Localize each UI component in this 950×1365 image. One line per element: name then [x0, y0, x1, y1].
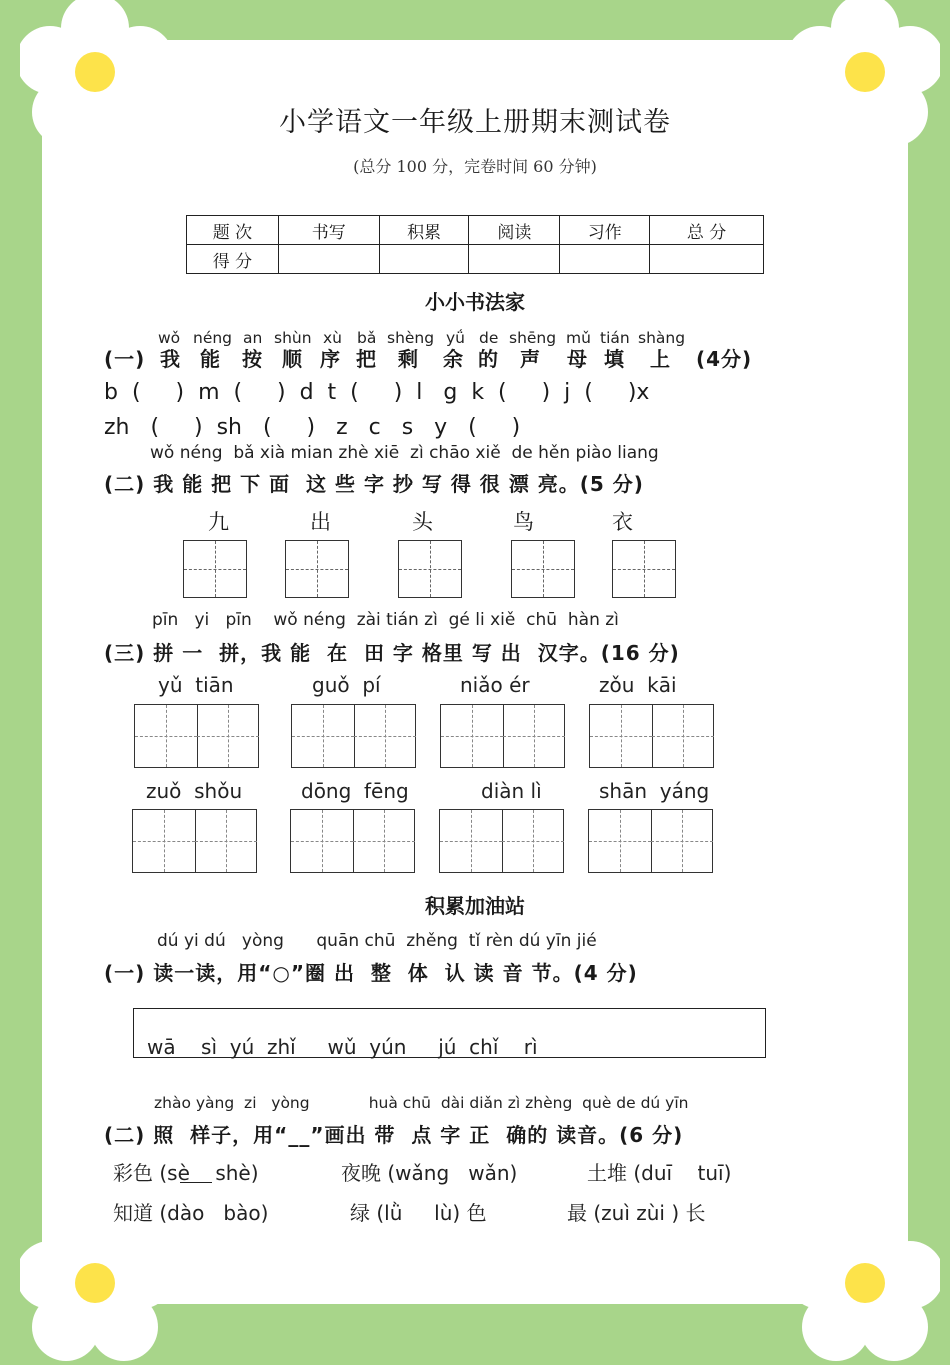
pinyin-line: pīn yi pīn wǒ néng zài tián zì gé li xiě chū hàn zì	[152, 610, 619, 630]
score-input-cell[interactable]	[379, 245, 469, 274]
reading-choice[interactable]: 绿 (lǜ lù) 色	[350, 1201, 487, 1225]
pinyin: bǎ	[357, 329, 377, 347]
pinyin-word: zǒu kāi	[599, 673, 677, 697]
model-char: 衣	[612, 510, 633, 534]
pinyin: shēng	[509, 329, 557, 347]
hanzi: 序	[320, 347, 341, 371]
reading-choice[interactable]: 最 (zuì zùi ) 长	[567, 1201, 706, 1225]
pinyin: de	[479, 329, 499, 347]
hanzi: 声	[520, 347, 541, 371]
hanzi: 按	[242, 347, 263, 371]
pinyin: mǔ	[566, 329, 591, 347]
answer-underline	[180, 1182, 212, 1183]
writing-grid-pair[interactable]	[134, 704, 259, 768]
table-row	[187, 216, 764, 245]
table-cell: 得 分	[187, 245, 279, 274]
writing-grid[interactable]	[183, 540, 247, 598]
pinyin: wǒ	[158, 329, 181, 347]
pinyin: shàng	[638, 329, 686, 347]
score-input-cell[interactable]	[469, 245, 560, 274]
hanzi: 剩	[398, 347, 419, 371]
pinyin-word: zuǒ shǒu	[146, 779, 243, 803]
model-char: 出	[310, 510, 331, 534]
question-3: (三) 拼 一 拼，我 能 在 田 字 格里 写 出 汉字。(16 分)	[104, 641, 680, 665]
pinyin: néng	[193, 329, 233, 347]
question-s2-2: (二) 照 样子，用“__”画出 带 点 字 正 确的 读音。(6 分)	[104, 1123, 684, 1147]
pinyin: tián	[600, 329, 630, 347]
pinyin: an	[243, 329, 263, 347]
hanzi: 余	[443, 347, 464, 371]
reading-choice[interactable]: 夜晚 (wǎng wǎn)	[341, 1161, 518, 1185]
pinyin: xù	[323, 329, 342, 347]
pinyin-word: guǒ pí	[312, 673, 381, 697]
section-title-accumulation: 积累加油站	[425, 894, 525, 918]
model-char: 鸟	[513, 510, 534, 534]
table-cell: 题 次	[187, 216, 279, 245]
flower-bottom-left-icon	[20, 1215, 170, 1365]
hanzi: 能	[200, 347, 221, 371]
hanzi: 上	[650, 347, 671, 371]
table-cell: 书写	[278, 216, 379, 245]
question-s2-1: (一) 读一读，用“○”圈 出 整 体 认 读 音 节。(4 分)	[104, 961, 638, 985]
writing-grid[interactable]	[398, 540, 462, 598]
writing-grid[interactable]	[285, 540, 349, 598]
score-note: (4分)	[696, 347, 753, 371]
score-table	[186, 215, 764, 274]
writing-grid[interactable]	[612, 540, 676, 598]
question-2: (二) 我 能 把 下 面 这 些 字 抄 写 得 很 漂 亮。(5 分)	[104, 472, 644, 496]
pinyin-line: wǒ néng bǎ xià mian zhè xiē zì chāo xiě de hěn piào liang	[150, 443, 659, 463]
pinyin: shèng	[387, 329, 435, 347]
score-input-cell[interactable]	[278, 245, 379, 274]
pinyin-word: diàn lì	[481, 779, 542, 803]
hanzi: 的	[478, 347, 499, 371]
hanzi: 把	[356, 347, 377, 371]
page-title: 小学语文一年级上册期末测试卷	[279, 107, 671, 138]
table-cell: 习作	[560, 216, 650, 245]
hanzi: 母	[567, 347, 588, 371]
table-cell: 总 分	[650, 216, 764, 245]
pinyin-word: yǔ tiān	[158, 673, 234, 697]
pinyin-word: niǎo ér	[460, 673, 530, 697]
table-row	[187, 245, 764, 274]
question-label: (一)	[104, 347, 146, 371]
writing-grid-pair[interactable]	[440, 704, 565, 768]
writing-grid-pair[interactable]	[588, 809, 713, 873]
writing-grid-pair[interactable]	[439, 809, 564, 873]
reading-choice[interactable]: 彩色 (sè shè)	[113, 1161, 259, 1185]
table-cell: 积累	[379, 216, 469, 245]
table-cell: 阅读	[469, 216, 560, 245]
pinyin: yǘ	[446, 329, 465, 347]
pinyin: shùn	[274, 329, 312, 347]
reading-choice[interactable]: 知道 (dào bào)	[113, 1201, 269, 1225]
pinyin-word: dōng fēng	[301, 779, 409, 803]
pinyin-line: dú yi dú yòng quān chū zhěng tǐ rèn dú yīn jié	[157, 931, 597, 951]
writing-grid-pair[interactable]	[291, 704, 416, 768]
initials-row-2: zh ( ) sh ( ) z c s y ( )	[104, 415, 521, 440]
model-char: 头	[412, 510, 433, 534]
pinyin-word: shān yáng	[599, 779, 710, 803]
hanzi: 我	[160, 347, 181, 371]
initials-row-1: b ( ) m ( ) d t ( ) l g k ( ) j ( )x	[104, 380, 650, 405]
writing-grid-pair[interactable]	[589, 704, 714, 768]
model-char: 九	[208, 510, 229, 534]
hanzi: 填	[604, 347, 625, 371]
pinyin-line: zhào yàng zi yòng huà chū dài diǎn zì zhèng què de dú yīn	[154, 1094, 689, 1112]
writing-grid-pair[interactable]	[290, 809, 415, 873]
writing-grid-pair[interactable]	[132, 809, 257, 873]
score-input-cell[interactable]	[650, 245, 764, 274]
reading-choice[interactable]: 土堆 (duī tuī)	[587, 1161, 732, 1185]
flower-bottom-right-icon	[790, 1215, 940, 1365]
page-subtitle: (总分 100 分，完卷时间 60 分钟)	[353, 157, 597, 176]
score-input-cell[interactable]	[560, 245, 650, 274]
section-title-calligraphy: 小小书法家	[425, 290, 525, 314]
writing-grid[interactable]	[511, 540, 575, 598]
hanzi: 顺	[282, 347, 303, 371]
syllable-list[interactable]: wā sì yú zhǐ wǔ yún jú chǐ rì	[147, 1035, 538, 1059]
